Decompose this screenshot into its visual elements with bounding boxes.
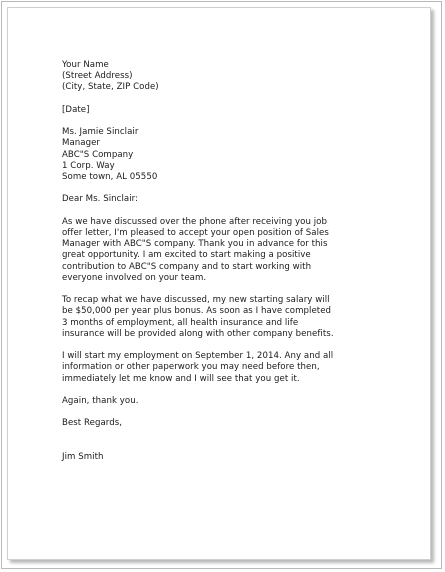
salutation: Dear Ms. Sinclair: — [62, 194, 139, 205]
paragraph-line: contribution to ABC"S company and to start working with — [62, 261, 312, 272]
signature-name: Jim Smith — [62, 451, 104, 462]
recipient-company: ABC"S Company — [62, 149, 134, 160]
sender-street: (Street Address) — [62, 71, 133, 82]
paragraph-line: Again, thank you. — [62, 395, 139, 406]
recipient-city: Some town, AL 05550 — [62, 172, 158, 182]
recipient-name: Ms. Jamie Sinclair — [62, 127, 139, 138]
paragraph-line: Manager with ABC"S company. Thank you in advance for this — [62, 239, 328, 250]
recipient-block — [62, 127, 402, 183]
paragraph-acceptance — [62, 217, 402, 284]
paragraph-line: insurance will be provided along with other company benefits. — [62, 328, 334, 339]
letter-date: [Date] — [62, 104, 90, 115]
paragraph-line: great opportunity. I am excited to start making a positive — [62, 250, 311, 261]
paragraph-line: offer letter, I'm pleased to accept your open position of Sales — [62, 227, 329, 238]
paragraph-line: be $50,000 per year plus bonus. As soon as I have completed — [62, 306, 332, 317]
closing: Best Regards, — [62, 418, 123, 429]
paragraph-salary — [62, 295, 402, 340]
paragraph-line: 3 months of employment, all health insurance and life — [62, 317, 299, 328]
paragraph-line: As we have discussed over the phone after receiving you job — [62, 216, 327, 227]
recipient-title: Manager — [62, 138, 101, 149]
paragraph-thanks — [62, 396, 402, 407]
recipient-street: 1 Corp. Way — [62, 160, 115, 171]
sender-name: Your Name — [62, 60, 109, 70]
paragraph-line: information or other paperwork you may need before then, — [62, 362, 320, 373]
paragraph-line: everyone involved on your team. — [62, 272, 207, 283]
paragraph-line: I will start my employment on September 1, 2014. Any and all — [62, 351, 334, 362]
letter-body — [62, 60, 402, 463]
paragraph-line: To recap what we have discussed, my new starting salary will — [62, 295, 330, 306]
paragraph-start-date — [62, 351, 402, 385]
sender-city-state-zip: (City, State, ZIP Code) — [62, 82, 159, 93]
sender-block — [62, 60, 402, 94]
paragraph-line: immediately let me know and I will see that you get it. — [62, 373, 300, 384]
